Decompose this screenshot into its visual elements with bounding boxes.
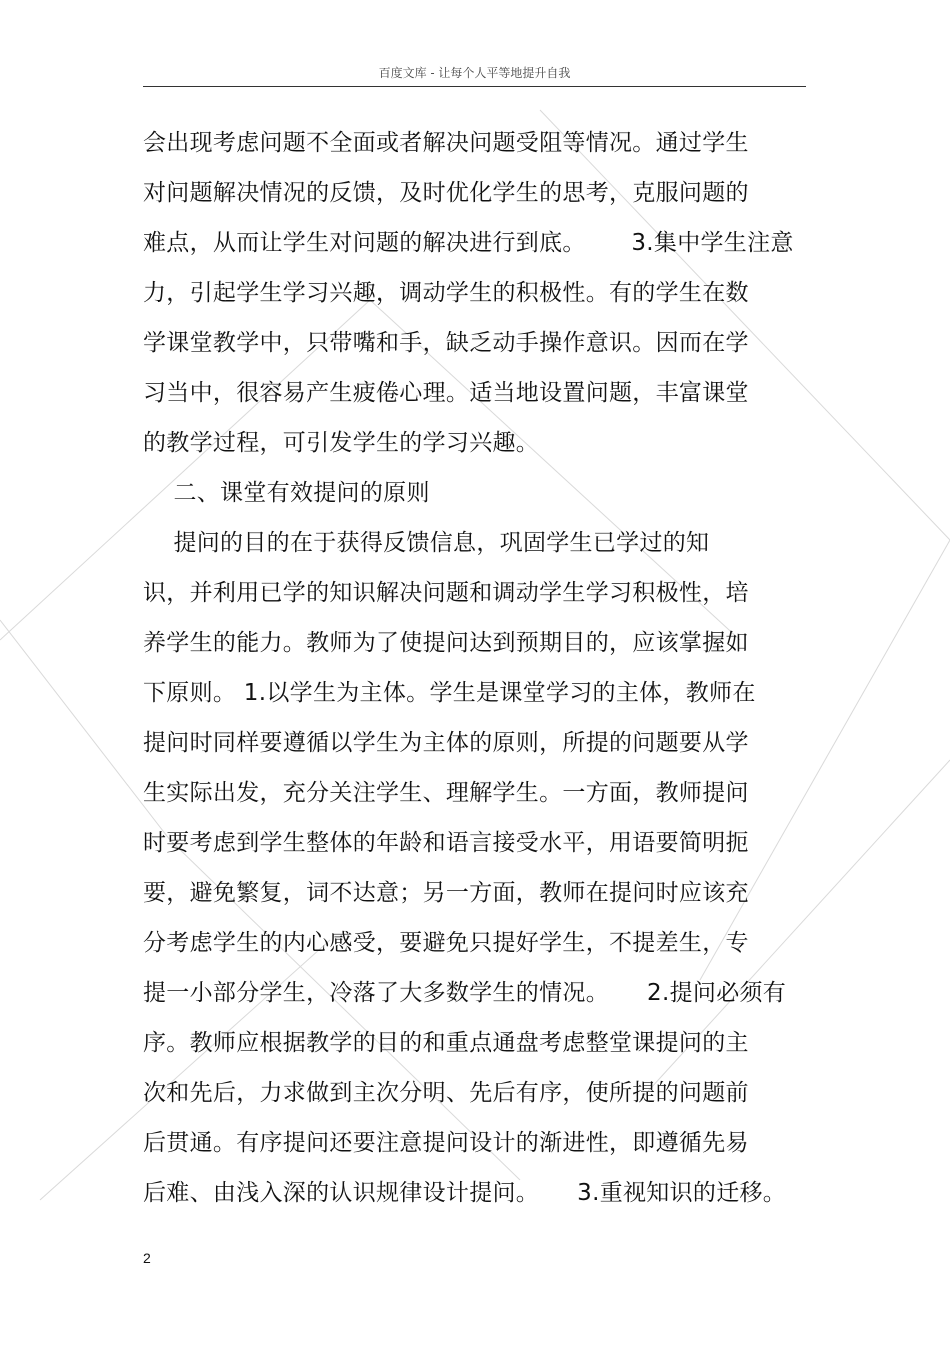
text-line: 力，引起学生学习兴趣，调动学生的积极性。有的学生在数: [143, 280, 749, 306]
text-line: 生实际出发，充分关注学生、理解学生。一方面，教师提问: [143, 780, 749, 806]
text-line: 下原则。 1.以学生为主体。学生是课堂学习的主体，教师在: [143, 680, 756, 706]
text-line: 提问时同样要遵循以学生为主体的原则，所提的问题要从学: [143, 730, 749, 756]
text-line: 后难、由浅入深的认识规律设计提问。 3.重视知识的迁移。: [143, 1180, 787, 1206]
text-line: 难点，从而让学生对问题的解决进行到底。 3.集中学生注意: [143, 230, 794, 256]
page-number: 2: [143, 1250, 151, 1266]
text-line: 养学生的能力。教师为了使提问达到预期目的，应该掌握如: [143, 630, 749, 656]
text-line: 提问的目的在于获得反馈信息，巩固学生已学过的知: [143, 530, 710, 556]
text-line: 识，并利用已学的知识解决问题和调动学生学习积极性，培: [143, 580, 749, 606]
page-header: 百度文库 - 让每个人平等地提升自我: [143, 64, 806, 87]
document-body: [143, 118, 803, 1218]
text-line: 次和先后，力求做到主次分明、先后有序，使所提的问题前: [143, 1080, 749, 1106]
text-line: 后贯通。有序提问还要注意提问设计的渐进性，即遵循先易: [143, 1130, 749, 1156]
text-line: 对问题解决情况的反馈，及时优化学生的思考，克服问题的: [143, 180, 749, 206]
text-line: 分考虑学生的内心感受，要避免只提好学生，不提差生，专: [143, 930, 749, 956]
text-line: 学课堂教学中，只带嘴和手，缺乏动手操作意识。因而在学: [143, 330, 749, 356]
text-line: 要，避免繁复，词不达意；另一方面，教师在提问时应该充: [143, 880, 749, 906]
text-line: 会出现考虑问题不全面或者解决问题受阻等情况。通过学生: [143, 130, 749, 156]
section-heading: 二、课堂有效提问的原则: [143, 480, 430, 506]
text-line: 的教学过程，可引发学生的学习兴趣。: [143, 430, 540, 456]
text-line: 提一小部分学生，冷落了大多数学生的情况。 2.提问必须有: [143, 980, 787, 1006]
text-line: 序。教师应根据教学的目的和重点通盘考虑整堂课提问的主: [143, 1030, 749, 1056]
text-line: 习当中，很容易产生疲倦心理。适当地设置问题，丰富课堂: [143, 380, 749, 406]
text-line: 时要考虑到学生整体的年龄和语言接受水平，用语要简明扼: [143, 830, 749, 856]
